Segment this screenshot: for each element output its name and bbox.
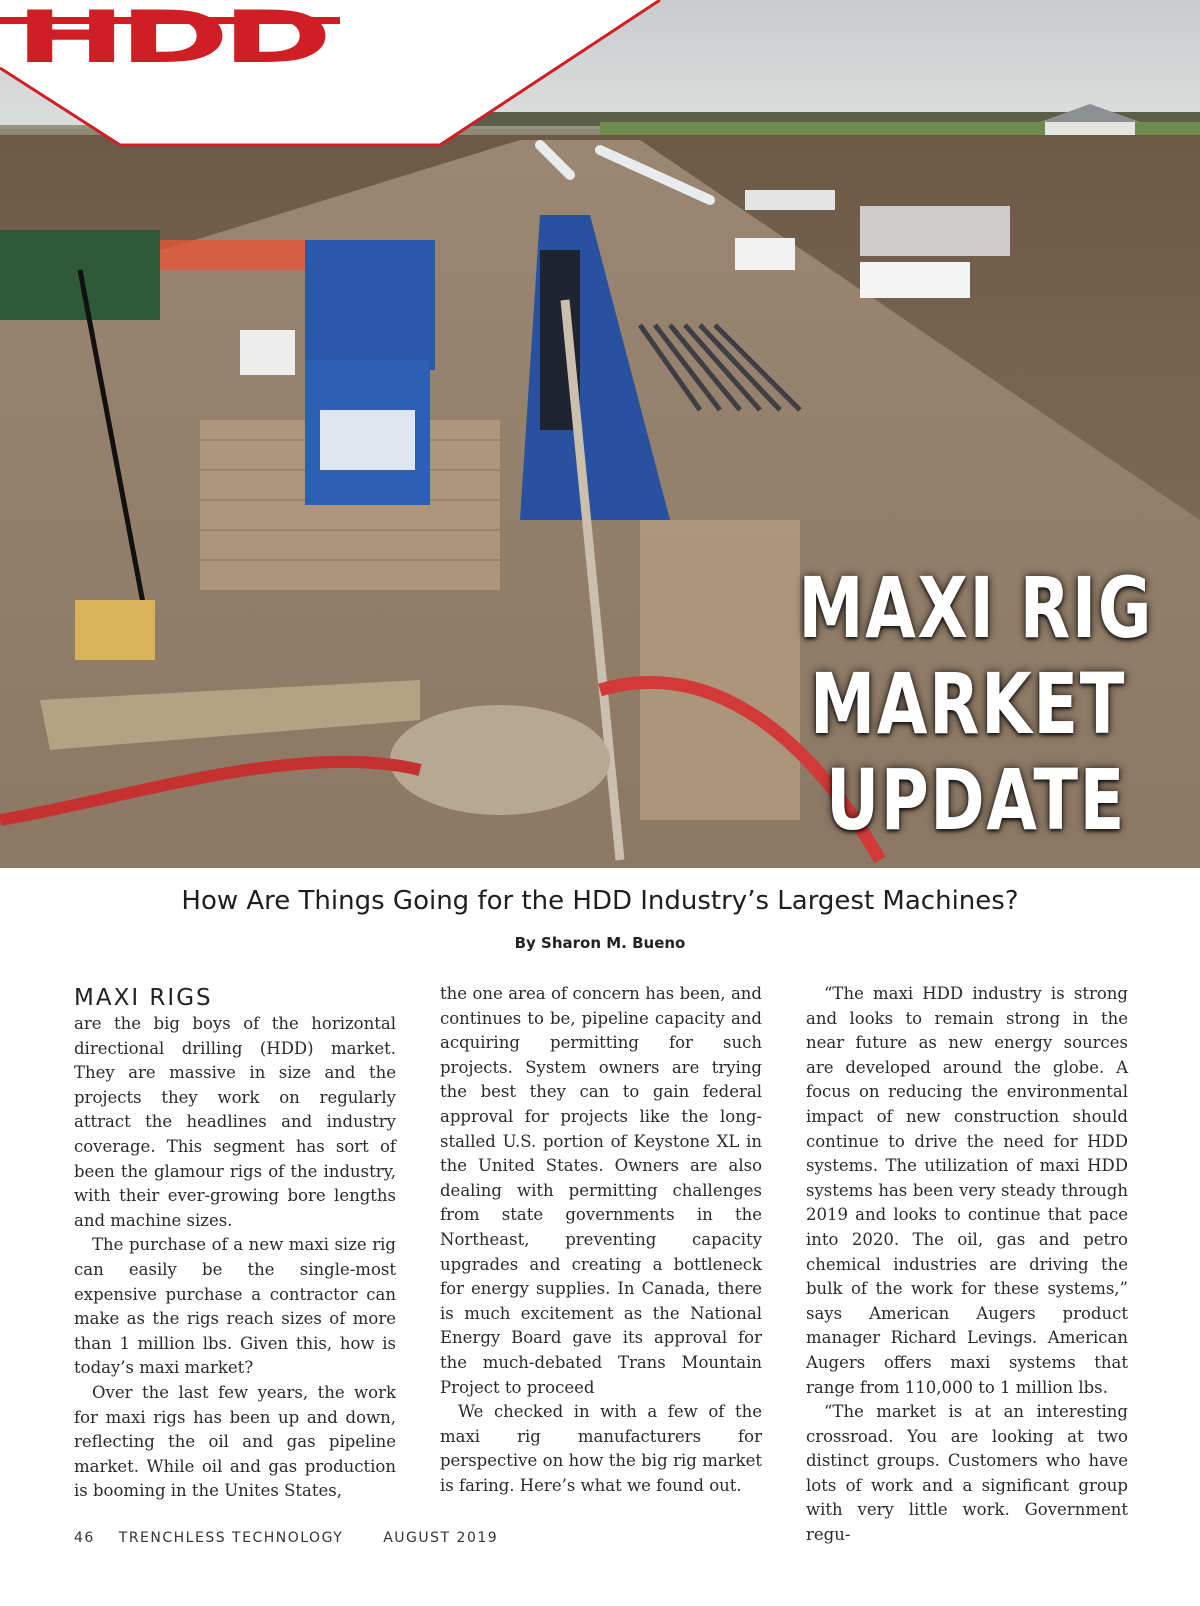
article-column-3 [806, 982, 1128, 1548]
paragraph: “The market is at an interesting crossroad. You are looking at two distinct groups. Customers who have lots of work and a significant group with very little work. Government regu- [806, 1402, 1128, 1545]
issue-date: AUGUST 2019 [383, 1530, 499, 1546]
hdd-logo-text: HDD [15, 0, 326, 70]
magazine-name: TRENCHLESS TECHNOLOGY [118, 1530, 344, 1546]
paragraph: We checked in with a few of the maxi rig manufacturers for perspective on how the big rig market is faring. Here’s what we found out. [440, 1402, 762, 1495]
article-column-2 [440, 982, 762, 1498]
article-subtitle: How Are Things Going for the HDD Industry’s Largest Machines? [181, 886, 1019, 916]
article-headline [798, 559, 1154, 849]
headline-line-3: UPDATE [825, 751, 1126, 849]
hdd-logo [0, 0, 340, 70]
byline: By Sharon M. Bueno [514, 934, 686, 952]
paragraph: The purchase of a new maxi size rig can easily be the single-most expensive purchase a contractor can make as the rigs reach sizes of more than 1 million lbs. Given this, how is today’s maxi market? [74, 1235, 396, 1378]
paragraph: “The maxi HDD industry is strong and looks to remain strong in the near future as new energy sources are developed around the globe. A focus on reducing the environmental impact of new construction should continue to drive the need for HDD systems. The utilization of maxi HDD systems has been very steady through 2019 and looks to continue that pace into 2020. The oil, gas and petro chemical industries are driving the bulk of the work for these systems,” says American Augers product manager Richard Levings. American Augers offers maxi systems that range from 110,000 to 1 million lbs. [806, 984, 1128, 1397]
headline-line-1: MAXI RIG [798, 559, 1154, 657]
article-column-1 [74, 982, 396, 1504]
lead-word: MAXI RIGS [74, 985, 213, 1011]
page-footer [74, 1530, 516, 1546]
paragraph: are the big boys of the horizontal directional drilling (HDD) market. They are massive in size and the projects they work on regularly attract the headlines and industry coverage. This segment has sort of been the glamour rigs of the industry, with their ever-growing bore lengths and machine sizes. [74, 1014, 396, 1230]
page-number: 46 [74, 1530, 95, 1546]
paragraph: the one area of concern has been, and continues to be, pipeline capacity and acquiring permitting for such projects. System owners are trying the best they can to gain federal approval for projects like the long-stalled U.S. portion of Keystone XL in the United States. Owners are also dealing with permitting challenges from state governments in the Northeast, preventing capacity upgrades and creating a bottleneck for energy supplies. In Canada, there is much excitement as the National Energy Board gave its approval for the much-debated Trans Mountain Project to proceed [440, 984, 762, 1397]
paragraph: Over the last few years, the work for maxi rigs has been up and down, reflecting the oil and gas pipeline market. While oil and gas production is booming in the Unites States, [74, 1382, 396, 1501]
headline-line-2: MARKET [810, 655, 1126, 753]
